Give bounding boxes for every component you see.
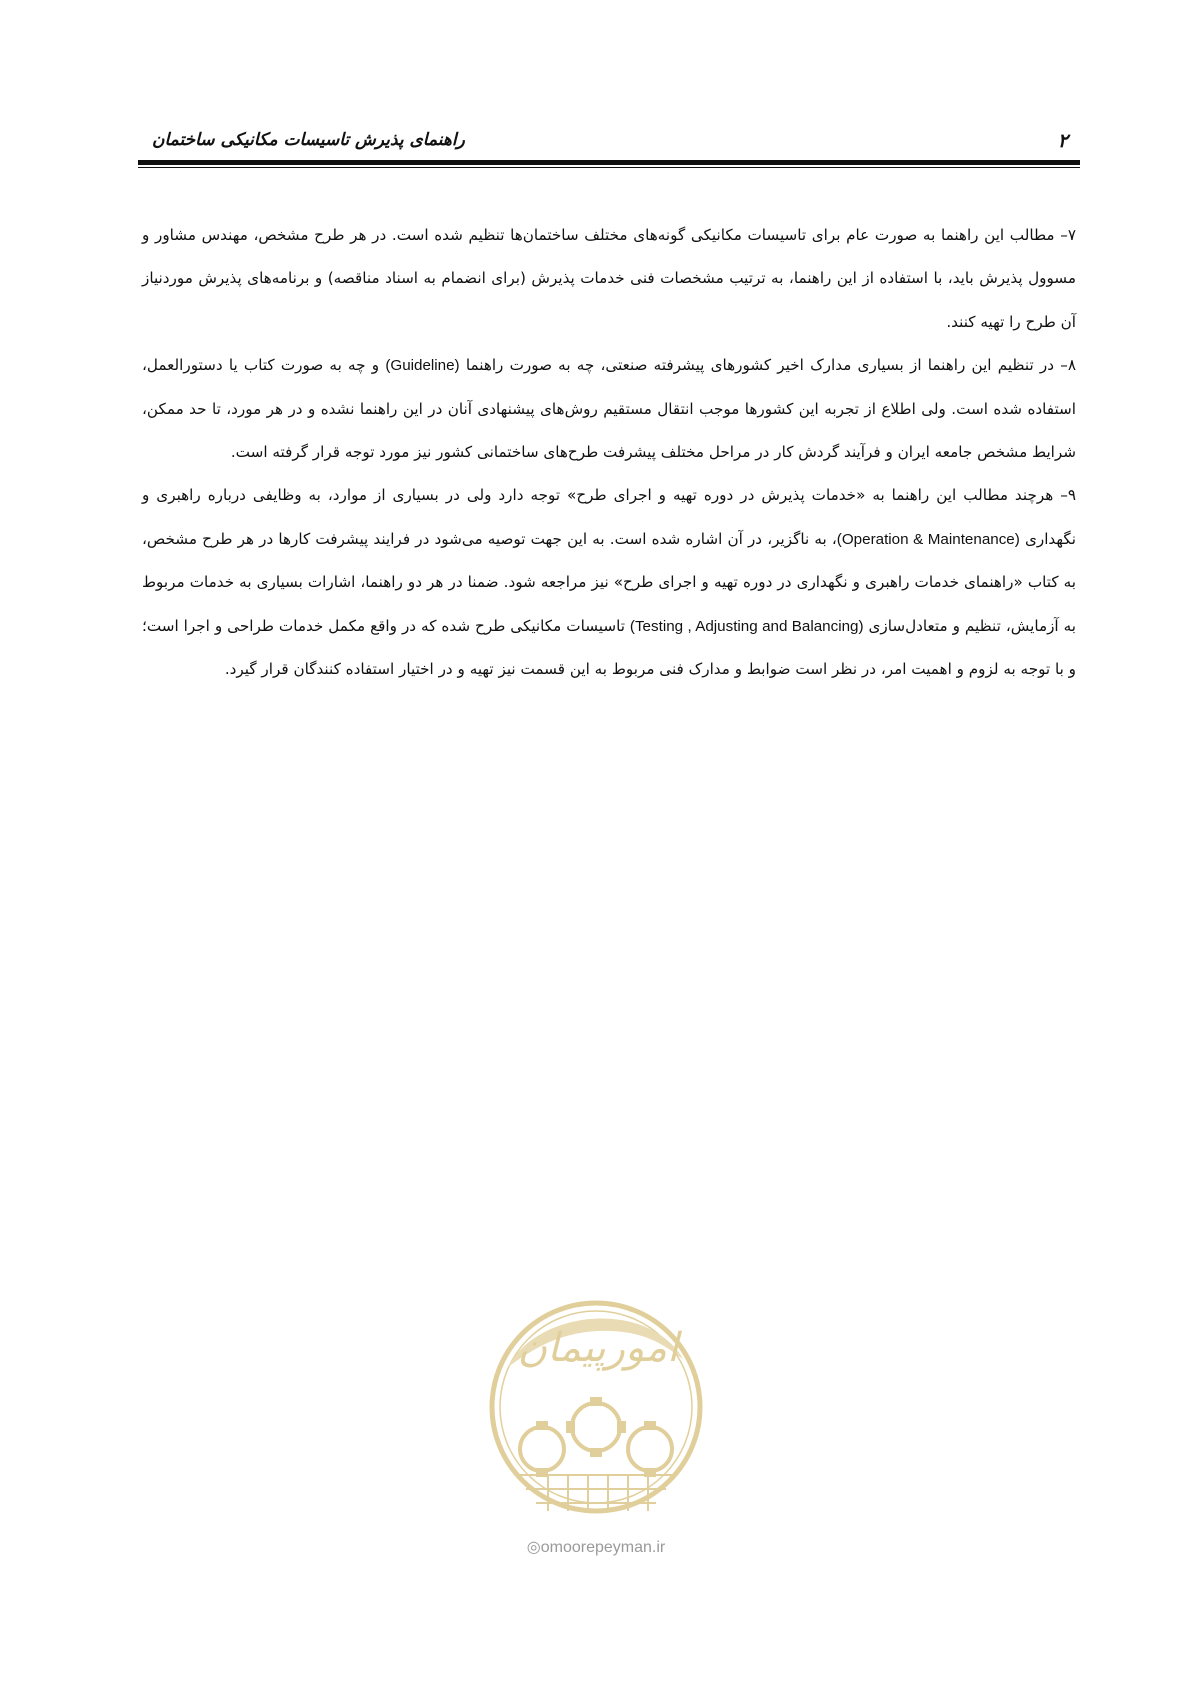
- gear-seal-icon: [478, 1289, 714, 1534]
- paragraph-9-text-part3: تاسیسات مکانیکی طرح شده که در واقع مکمل خدمات طراحی و اجرا است؛ و با توجه به لزوم و اهمیت امر، در نظر است ضوابط و مدارک فنی مربوط به این قسمت نیز تهیه و در اختیار استفاده کنندگان قرار گیرد.: [142, 616, 1076, 679]
- page-header: [138, 118, 1080, 156]
- watermark-logo: [478, 1289, 714, 1534]
- paragraph-9-text-part2: ، به ناگزیر، در آن اشاره شده است. به این جهت توصیه می‌شود در فرایند پیشرفت کارها در هر طرح مشخص، به کتاب «راهنمای خدمات راهبری و نگهداری در دوره تهیه و اجرای طرح» نیز مراجعه شود. ضمنا در هر دو راهنما، اشارات بسیاری به خدمات مربوط به آزمایش، تنظیم و متعادل‌سازی: [142, 529, 1076, 635]
- header-rule-thick: [138, 160, 1080, 165]
- paragraph-8-latin-term: (Guideline): [385, 357, 460, 375]
- document-body: [142, 214, 1076, 691]
- watermark-logo-text: امورپیمان: [517, 1325, 679, 1371]
- paragraph-8-text-end: و چه به صورت کتاب یا دستورالعمل، استفاده شده است. ولی اطلاع از تجربه این کشورها موجب انتقال مستقیم روش‌های پیشنهادی آنان در این راهنما نشده و در هر مورد، تا حد ممکن، شرایط مشخص جامعه ایران و فرآیند گردش کار در مراحل مختلف پیشرفت طرح‌های ساختمانی کشور نیز مورد توجه قرار گرفته است.: [142, 356, 1076, 462]
- paragraph-9: [142, 474, 1076, 691]
- paragraph-9-latin-term-1: (Operation & Maintenance): [836, 530, 1020, 548]
- paragraph-9-latin-term-2: (Testing , Adjusting and Balancing): [629, 617, 864, 635]
- header-rule-thin: [138, 167, 1080, 168]
- watermark-url-text: omoorepeyman.ir: [540, 1539, 666, 1556]
- instagram-icon: ◎: [526, 1539, 541, 1556]
- paragraph-8-text-start: ۸– در تنظیم این راهنما از بسیاری مدارک اخیر کشورهای پیشرفته صنعتی، چه به صورت راهنما: [459, 356, 1076, 375]
- paragraph-8: [142, 344, 1076, 474]
- page-number: ۲: [1057, 130, 1068, 152]
- watermark-url: [478, 1537, 714, 1557]
- paragraph-9-text-part1: ۹– هرچند مطالب این راهنما به «خدمات پذیرش در دوره تهیه و اجرای طرح» توجه دارد ولی در بسیاری از موارد، به وظایفی درباره راهبری و نگهداری: [142, 486, 1076, 548]
- paragraph-7: ۷– مطالب این راهنما به صورت عام برای تاسیسات مکانیکی گونه‌های مختلف ساختمان‌ها تنظیم شده است. در هر طرح مشخص، مهندس مشاور و مسوول پذیرش باید، با استفاده از این راهنما، به ترتیب مشخصات فنی خدمات پذیرش (برای انضمام به اسناد مناقصه) و برنامه‌های پذیرش موردنیاز آن طرح را تهیه کنند.: [142, 226, 1076, 331]
- running-header-title: راهنمای پذیرش تاسیسات مکانیکی ساختمان: [152, 130, 465, 150]
